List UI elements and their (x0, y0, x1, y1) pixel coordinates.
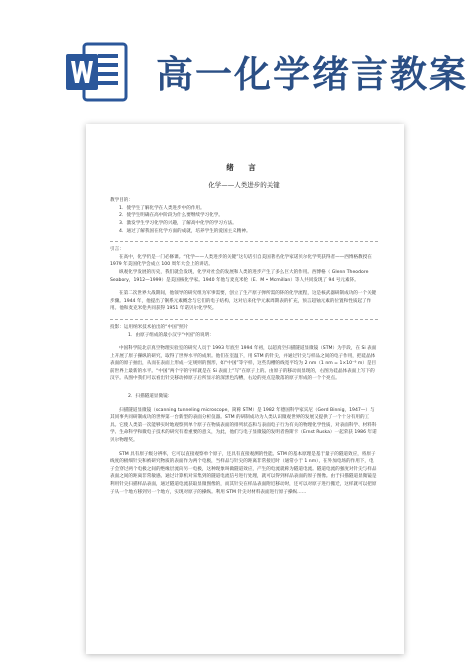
goals-label: 教学目的： (110, 198, 133, 204)
section-paragraph: STM 具有原子级分辨率，它可以直接观察单个原子，还具有直接观测的性能。STM 的基本原理是基于量子的隧道效应，将原子线度的极细针尖和被研究物质的表面作为两个电极，当样品与针尖的距离非常接近时（通常小于 1 nm），在外加电场的作用下，电子会穿过两个电极之间的绝缘层流向另一电极，这种现象叫做隧道效应，产生的电流就称为隧道电流。隧道电流的强度对针尖与样品表面之间的距离非常敏感。通过计算机对采集到的隧道电流信号进行处理，就可以得到样品表面的原子图像。由于扫描隧道显微镜是利用针尖扫描样品表面，通过隧道电流获取显微图像的，而其针尖在样品表面附近移动时，还可以对原子进行搬迁，这样就可以把原子从一个地方移到另一个地方，实现对原子的操纵。利用 STM 针尖对材料表面进行原子操纵…… (110, 451, 377, 495)
goal-item: 3．激发学生学习化学的兴趣，了解高中化学的学习方法。 (119, 220, 237, 226)
intro-paragraph: 在第二次世界大战期间，他领导的研究组为军事需要，创立了生产原子弹所需的钚的化学流程，这是核武器研制成功的一个关键步骤。1944 年，他提出了锕系元素概念与它们的电子结构，这对后来化学元素周期表的扩充，预言超铀元素的位置和性质起了作用。他和麦克米伦共同获得 1951 年诺贝尔化学奖。 (110, 291, 377, 312)
section-divider (110, 241, 378, 242)
goal-item: 4．通过了解我国在化学方面的成就，培养学生的爱国主义精神。 (119, 228, 251, 234)
intro-paragraph: 纵观化学发展的历史，我们就会发现，化学对社会的发展和人类的进步产生了多么巨大的作用。西博格（ Glenn Theodore Seabory，1912—1999）是美国核化学家。1940 年他与麦克米伦（E．M • Mcmillan）等人共同发现了 94 号元素钚。 (110, 269, 369, 283)
document-subtitle: 化学——人类进步的关键 (208, 180, 280, 189)
document-page (86, 124, 404, 654)
document-body (86, 124, 404, 496)
word-document-icon (62, 38, 130, 106)
section-divider (110, 319, 378, 320)
banner-title: 高一化学绪言教案 (156, 53, 468, 96)
document-heading: 绪 言 (226, 163, 262, 172)
section-paragraph: 扫描隧道显微镜（scanning tunneling microscope，简称 STM）是 1982 年德国科学家宾尼（Gerd Binnig，1947—）与其同事共同研制成功的世界第一台新型的表面分析仪器。STM 的研制成功为人类认识微观世界的发展又提供了一个十分有用的工具。它使人类第一次能够实时地观察到单个原子在物质表面的排列状态和与表面电子行为有关的物理化学性质，对表面科学、材料科学、生命科学和微电子技术的研究有着重要的意义，为此，他们与电子显微镜的发明者鲁斯卡（Ernst Ruska）一起荣获 1986 年诺贝尔物理奖。 (110, 407, 377, 444)
banner (0, 0, 474, 120)
intro-paragraph: 在高中，化学仍是一门必修课。“化学——人类进步的关键”这句话引自美国著名化学家诺贝尔化学奖获得者——西博格教授在 1979 年美国化学会成立 100 周年大会上的讲话。 (110, 254, 372, 268)
section-title: 1．由原子组成的最小汉字“中国”的说明： (128, 332, 214, 338)
intro-label: 引言： (110, 247, 124, 253)
goal-item: 2．使学生明确在高中阶段为什么要继续学习化学。 (119, 213, 223, 219)
section-paragraph: 中国科学院北京真空物理实验室的研究人员于 1993 年底至 1994 年初，以超真空扫描隧道显微镜（STM）为手段，在 Si 表面上开展了原子操纵的研究，取得了世界水平的成果。他们在室温下，用 STM 的针尖，并通过针尖与样品之间的电子作用，把硅晶体表面的原子抽出，从而在表面上形成一定规则的图形，如“中国”等字样，这些沟槽的线宽平均为 2 nm（1 nm = 1×10⁻⁹ m）是目前世界上最新的水平。“中国”两个字的字样就是在 Si 表面上“写”在原子上的。由原子的移动而显现的，右图为硅晶体表面上写下的汉字。从图中我们可以看出针尖移动掉原子后所显示的深黑色沟槽，右边的亮点是散落的原子形成的一个个亮点。 (110, 346, 377, 382)
lesson-label: 投影：运用纳米技术拍出的“中国”照片 (110, 324, 189, 330)
goal-item: 1．使学生了解化学在人类进步中的作用。 (119, 205, 205, 211)
section-title: 2．扫描隧道显微镜： (128, 394, 173, 400)
